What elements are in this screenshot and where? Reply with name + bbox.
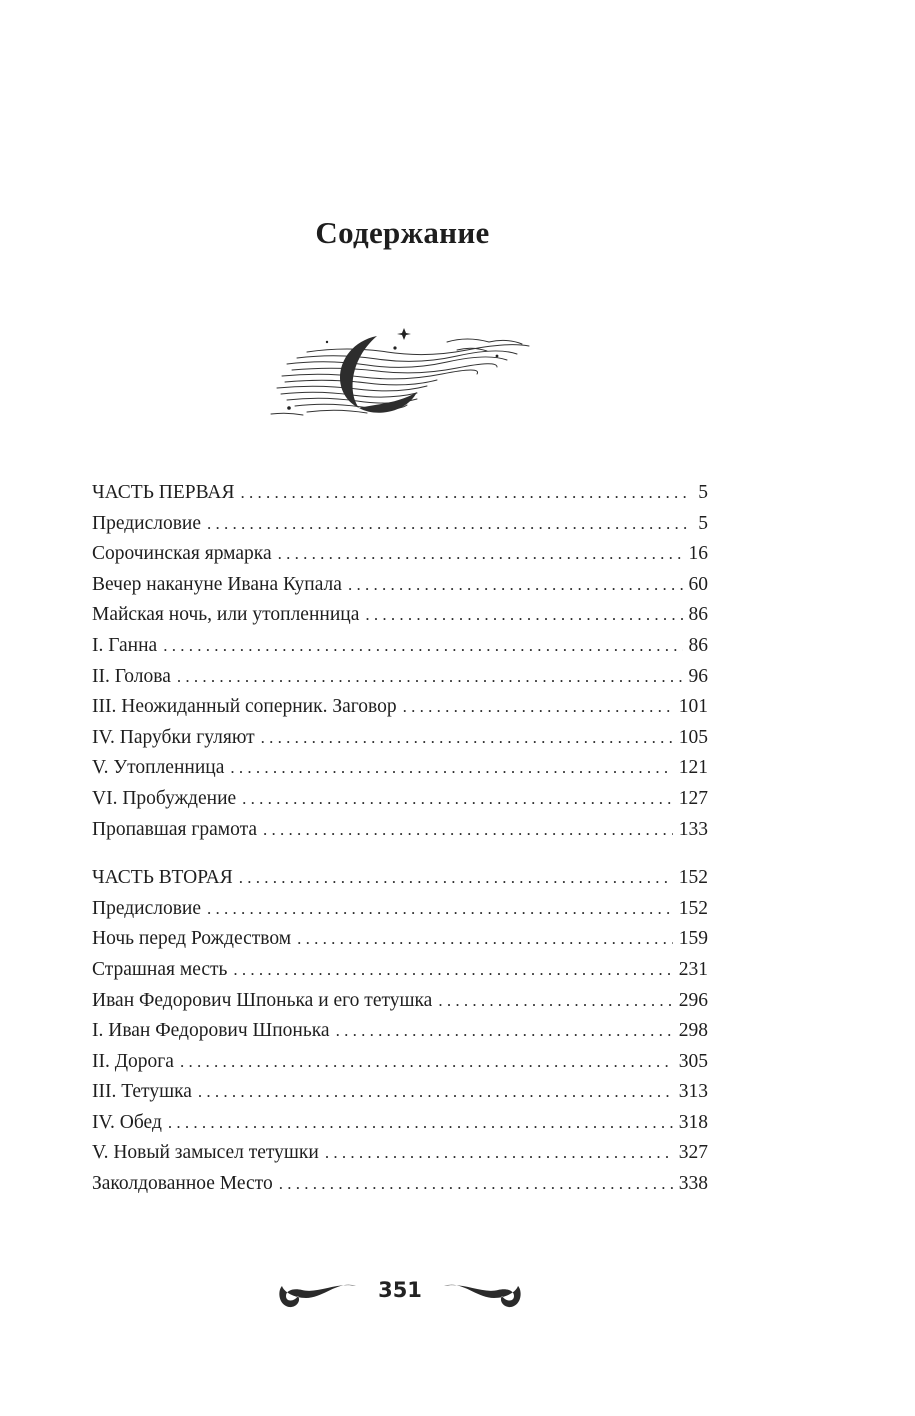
- toc-entry-page: 86: [688, 604, 708, 626]
- toc-dot-leader: [207, 894, 673, 925]
- toc-dot-leader: [177, 662, 683, 693]
- toc-dot-leader: [336, 1016, 673, 1047]
- toc-entry-page: 16: [688, 543, 708, 565]
- toc-entry: [92, 815, 708, 846]
- toc-entry-title: Иван Федорович Шпонька и его тетушка: [92, 989, 433, 1011]
- swirl-ornament-right-icon: [442, 1276, 528, 1312]
- toc-entry-title: ЧАСТЬ ВТОРАЯ: [92, 867, 233, 889]
- toc-dot-leader: [207, 509, 692, 540]
- toc-dot-leader: [279, 1169, 673, 1200]
- toc-entry-title: I. Иван Федорович Шпонька: [92, 1020, 330, 1042]
- toc-entry-page: 338: [678, 1173, 708, 1195]
- toc-entry-title: IV. Парубки гуляют: [92, 726, 255, 748]
- toc-entry-title: Предисловие: [92, 897, 202, 919]
- toc-entry-page: 5: [698, 512, 708, 534]
- toc-entry-page: 327: [678, 1142, 708, 1164]
- toc-entry: [92, 570, 708, 601]
- toc-part-heading: [92, 863, 708, 894]
- toc-entry-title: ЧАСТЬ ПЕРВАЯ: [92, 482, 235, 503]
- toc-part-heading: [92, 478, 708, 509]
- toc-entry-page: 86: [688, 634, 708, 656]
- page-number: 351: [378, 1278, 422, 1302]
- toc-entry-page: 313: [678, 1081, 708, 1103]
- toc-entry: [92, 1016, 708, 1047]
- toc-entry: [92, 753, 708, 784]
- page-title: Содержание: [315, 215, 490, 250]
- toc-dot-leader: [261, 723, 673, 754]
- toc-entry: [92, 600, 708, 631]
- toc-entry: [92, 894, 708, 925]
- toc-entry-title: Сорочинская ярмарка: [92, 543, 272, 565]
- toc-dot-leader: [242, 784, 673, 815]
- toc-entry-page: 318: [678, 1111, 708, 1133]
- toc-entry-title: Пропавшая грамота: [92, 818, 258, 840]
- toc-entry-page: 231: [678, 958, 708, 980]
- toc-entry-title: IV. Обед: [92, 1111, 162, 1133]
- toc-entry-page: 152: [678, 897, 708, 919]
- toc-dot-leader: [348, 570, 683, 601]
- toc-entry-page: 298: [678, 1020, 708, 1042]
- toc-entry-page: 121: [678, 757, 708, 779]
- toc-entry-title: III. Неожиданный соперник. Заговор: [92, 696, 397, 718]
- toc-entry-title: Майская ночь, или утопленница: [92, 604, 360, 626]
- toc-entry: [92, 509, 708, 540]
- moon-clouds-vignette-icon: [267, 322, 537, 430]
- toc-entry-title: Предисловие: [92, 512, 202, 534]
- toc-dot-leader: [297, 924, 673, 955]
- toc-entry: [92, 692, 708, 723]
- toc-entry: [92, 1169, 708, 1200]
- toc-entry-title: Страшная месть: [92, 958, 228, 980]
- toc-dot-leader: [403, 692, 673, 723]
- page-footer: [272, 1272, 528, 1316]
- toc-entry-page: 133: [678, 818, 708, 840]
- toc-dot-leader: [239, 863, 673, 894]
- toc-dot-leader: [438, 986, 672, 1017]
- toc-entry-title: Вечер накануне Ивана Купала: [92, 573, 342, 595]
- toc-entry-page: 60: [688, 573, 708, 595]
- toc-dot-leader: [325, 1138, 673, 1169]
- toc-dot-leader: [198, 1077, 673, 1108]
- toc-entry-page: 101: [678, 696, 708, 718]
- toc-dot-leader: [365, 600, 682, 631]
- toc-entry: [92, 539, 708, 570]
- toc-entry-title: II. Голова: [92, 665, 171, 687]
- toc-entry-title: V. Новый замысел тетушки: [92, 1142, 319, 1164]
- toc-entry: [92, 631, 708, 662]
- toc-entry: [92, 1047, 708, 1078]
- toc-entry-page: 296: [678, 989, 708, 1011]
- toc-entry-page: 152: [678, 867, 708, 889]
- toc-entry: [92, 1077, 708, 1108]
- toc-entry-title: V. Утопленница: [92, 757, 225, 779]
- toc-entry-page: 96: [688, 665, 708, 687]
- toc-entry: [92, 662, 708, 693]
- toc-entry: [92, 1108, 708, 1139]
- toc-dot-leader: [163, 631, 682, 662]
- toc-entry-page: 159: [678, 928, 708, 950]
- toc-dot-leader: [278, 539, 683, 570]
- toc-entry-title: Заколдованное Место: [92, 1173, 273, 1195]
- toc-entry-title: III. Тетушка: [92, 1081, 192, 1103]
- toc-entry: [92, 955, 708, 986]
- toc-entry: [92, 1138, 708, 1169]
- toc-entry: [92, 784, 708, 815]
- toc-entry: [92, 924, 708, 955]
- toc-entry-title: Ночь перед Рождеством: [92, 928, 292, 950]
- toc-dot-leader: [240, 478, 692, 509]
- toc-entry-page: 305: [678, 1050, 708, 1072]
- toc-dot-leader: [230, 753, 672, 784]
- toc-entry-page: 127: [678, 787, 708, 809]
- toc-entry-title: I. Ганна: [92, 634, 158, 656]
- toc-entry-title: VI. Пробуждение: [92, 787, 237, 809]
- table-of-contents: [92, 478, 708, 1200]
- toc-entry: [92, 986, 708, 1017]
- toc-entry-page: 5: [698, 482, 708, 503]
- toc-dot-leader: [263, 815, 673, 846]
- toc-entry-page: 105: [678, 726, 708, 748]
- toc-dot-leader: [180, 1047, 673, 1078]
- toc-dot-leader: [168, 1108, 673, 1139]
- toc-entry-title: II. Дорога: [92, 1050, 174, 1072]
- toc-entry: [92, 723, 708, 754]
- toc-dot-leader: [233, 955, 672, 986]
